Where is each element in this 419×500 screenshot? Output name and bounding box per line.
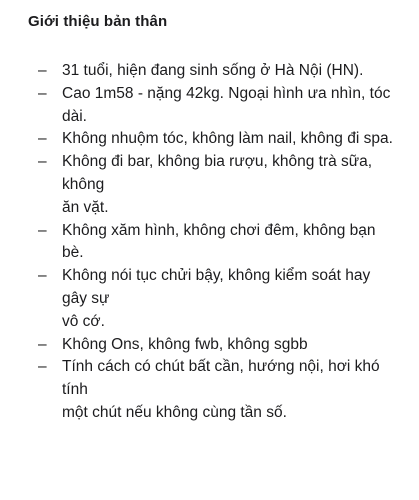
bullet-dash: – xyxy=(38,153,47,171)
bullet-dash: – xyxy=(38,358,47,376)
list-item-line: Không nhuộm tóc, không làm nail, không đi spa. xyxy=(62,130,393,148)
list-item-line: Không đi bar, không bia rượu, không trà sữa, không xyxy=(62,153,373,193)
list-item xyxy=(28,151,397,219)
bullet-dash: – xyxy=(38,335,47,353)
list-item-text xyxy=(62,334,397,357)
bio-list xyxy=(28,60,397,425)
list-item xyxy=(28,83,397,129)
list-item-text xyxy=(62,60,397,83)
list-item-line: một chút nếu không cùng tần số. xyxy=(62,403,287,421)
list-item-text xyxy=(62,151,397,219)
bullet-dash: – xyxy=(38,130,47,148)
list-item-line: ăn vặt. xyxy=(62,198,109,216)
list-item-line: Cao 1m58 - nặng 42kg. Ngoại hình ưa nhìn, tóc dài. xyxy=(62,84,391,125)
list-item-line: vô cớ. xyxy=(62,312,105,330)
bullet-dash: – xyxy=(38,221,47,239)
list-item-line: Không nói tục chửi bậy, không kiểm soát hay gây sự xyxy=(62,267,371,307)
list-item-text xyxy=(62,220,397,266)
list-item-line: 31 tuổi, hiện đang sinh sống ở Hà Nội (HN). xyxy=(62,62,364,79)
list-item-text xyxy=(62,265,397,333)
bullet-dash: – xyxy=(38,267,47,285)
list-item xyxy=(28,60,397,83)
list-item xyxy=(28,220,397,266)
bullet-dash: – xyxy=(38,84,47,102)
section-title: Giới thiệu bản thân xyxy=(28,13,168,30)
list-item xyxy=(28,356,397,424)
list-item xyxy=(28,334,397,357)
list-item xyxy=(28,128,397,151)
list-item-text xyxy=(62,128,397,151)
list-item-line: Không xăm hình, không chơi đêm, không bạn bè. xyxy=(62,221,376,262)
list-item xyxy=(28,265,397,333)
list-item-line: Tính cách có chút bất cần, hướng nội, hơi khó tính xyxy=(62,358,380,399)
bullet-dash: – xyxy=(38,62,47,79)
list-item-text xyxy=(62,356,397,424)
list-item-text xyxy=(62,83,397,129)
list-item-line: Không Ons, không fwb, không sgbb xyxy=(62,335,308,353)
